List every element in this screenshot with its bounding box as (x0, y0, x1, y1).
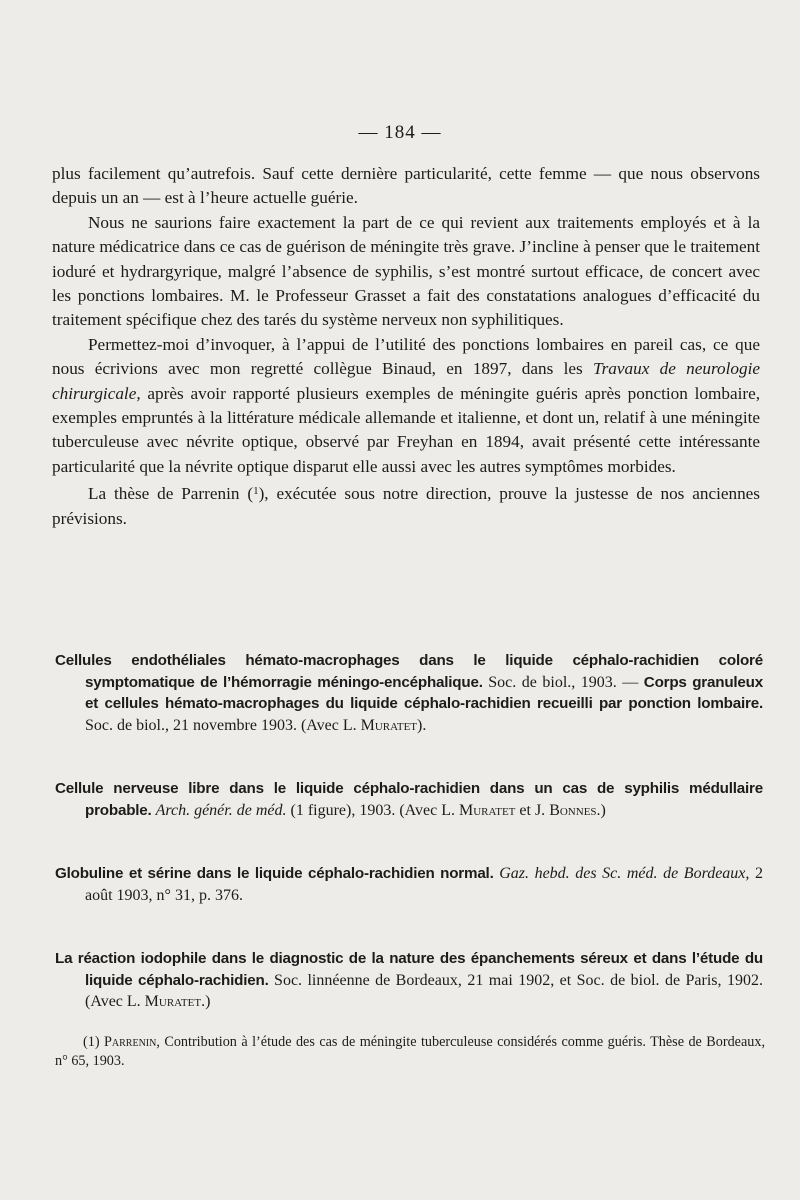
entry-end: .) (201, 993, 211, 1010)
footnote (55, 1033, 765, 1071)
coauthor: Bonnes (549, 801, 597, 819)
book-title: Travaux de neurologie chirurgicale, (52, 359, 760, 403)
journal-name: Gaz. hebd. des Sc. méd. de Bordeaux, (499, 865, 750, 882)
coauthor: Muratet (459, 801, 516, 819)
publication-entry-2 (55, 778, 763, 821)
paragraph-2: Nous ne saurions faire exactement la part de ce qui revient aux traitements employés et à la nature médicatrice dans ce cas de guérison de méningite très grave. J’incline à penser que le traitement ioduré et hydrargyrique, malgré l’absence de syphilis, s’est montré surtout efficace, de concert avec les ponctions lombaires. M. le Professeur Grasset a fait des constatations analogues d’efficacité du traitement spécifique chez des tarés du système nerveux non syphilitiques. (52, 212, 760, 330)
publication-title: Cellules endothéliales hémato-macrophages dans le liquide céphalo-rachidien coloré symptomatique de l’hémorragie méningo-encéphalique. (55, 652, 763, 691)
publication-entry-4 (55, 948, 763, 1013)
paragraph-4-text-a: La thèse de Parrenin ( (88, 484, 254, 504)
coauthor: Muratet (144, 993, 202, 1010)
publication-title: Cellule nerveuse libre dans le liquide céphalo-rachidien dans un cas de syphilis médullaire probable. (55, 780, 763, 819)
entry-end: ). (417, 716, 427, 734)
publication-source: (1 figure), 1903. (Avec L. (286, 801, 460, 819)
paragraph-3 (52, 333, 760, 479)
publication-source: Soc. de biol., 21 novembre 1903. (Avec L. (85, 716, 361, 734)
publication-title: Corps granuleux et cellules hémato-macrophages du liquide céphalo-rachidien recueilli par ponction lombaire. (85, 673, 763, 712)
publication-title: Globuline et sérine dans le liquide céphalo-rachidien normal. (55, 865, 494, 882)
publication-entry-3 (55, 863, 763, 906)
footnote-author: Parrenin (104, 1034, 157, 1050)
paragraph-4-text-b: ), exécutée sous notre direction, prouve la justesse de nos anciennes prévisions. (52, 484, 760, 528)
publication-list (55, 650, 763, 1055)
publication-title: La réaction iodophile dans le diagnostic de la nature des épanchements séreux et dans l’étude du liquide céphalo-rachidien. (55, 950, 763, 989)
publication-source: 2 août 1903, n° 31, p. 376. (85, 865, 764, 904)
body-text (52, 162, 760, 531)
paragraph-1: plus facilement qu’autrefois. Sauf cette dernière particularité, cette femme — que nous observons depuis un an — est à l’heure actuelle guérie. (52, 164, 760, 208)
entry-mid: et J. (515, 801, 550, 819)
publication-source: Soc. linnéenne de Bordeaux, 21 mai 1902, et Soc. de biol. de Paris, 1902. (Avec L. (85, 971, 763, 1010)
footnote-marker: (1) (83, 1034, 100, 1050)
footnote-text: , Contribution à l’étude des cas de méningite tuberculeuse considérés comme guéris. Thèse de Bordeaux, n° 65, 1903. (55, 1034, 766, 1069)
publication-entry-1 (55, 650, 763, 736)
footnote-reference: 1 (253, 485, 259, 498)
journal-name: Arch. génér. de méd. (155, 801, 287, 819)
paragraph-3-text-b: après avoir rapporté plusieurs exemples de méningite guéris après ponction lombaire, exemples empruntés à la littérature médicale allemande et italienne, et dont un, relatif à une méningite tuberculeuse avec névrite optique, observé par Freyhan en 1894, avait présenté cette intéressante particularité que la névrite optique disparut elle aussi avec les autres symptômes morbides. (52, 383, 760, 476)
publication-source: Soc. de biol., 1903. — (482, 673, 644, 691)
paragraph-3-text-a: Permettez-moi d’invoquer, à l’appui de l’utilité des ponctions lombaires en pareil cas, ce que nous écrivions avec mon regretté collègue Binaud, en 1897, dans les (52, 334, 760, 379)
coauthor: Muratet (360, 716, 418, 734)
entry-end: .) (596, 801, 606, 819)
paragraph-4 (52, 479, 760, 531)
page-number: — 184 — (358, 122, 442, 143)
